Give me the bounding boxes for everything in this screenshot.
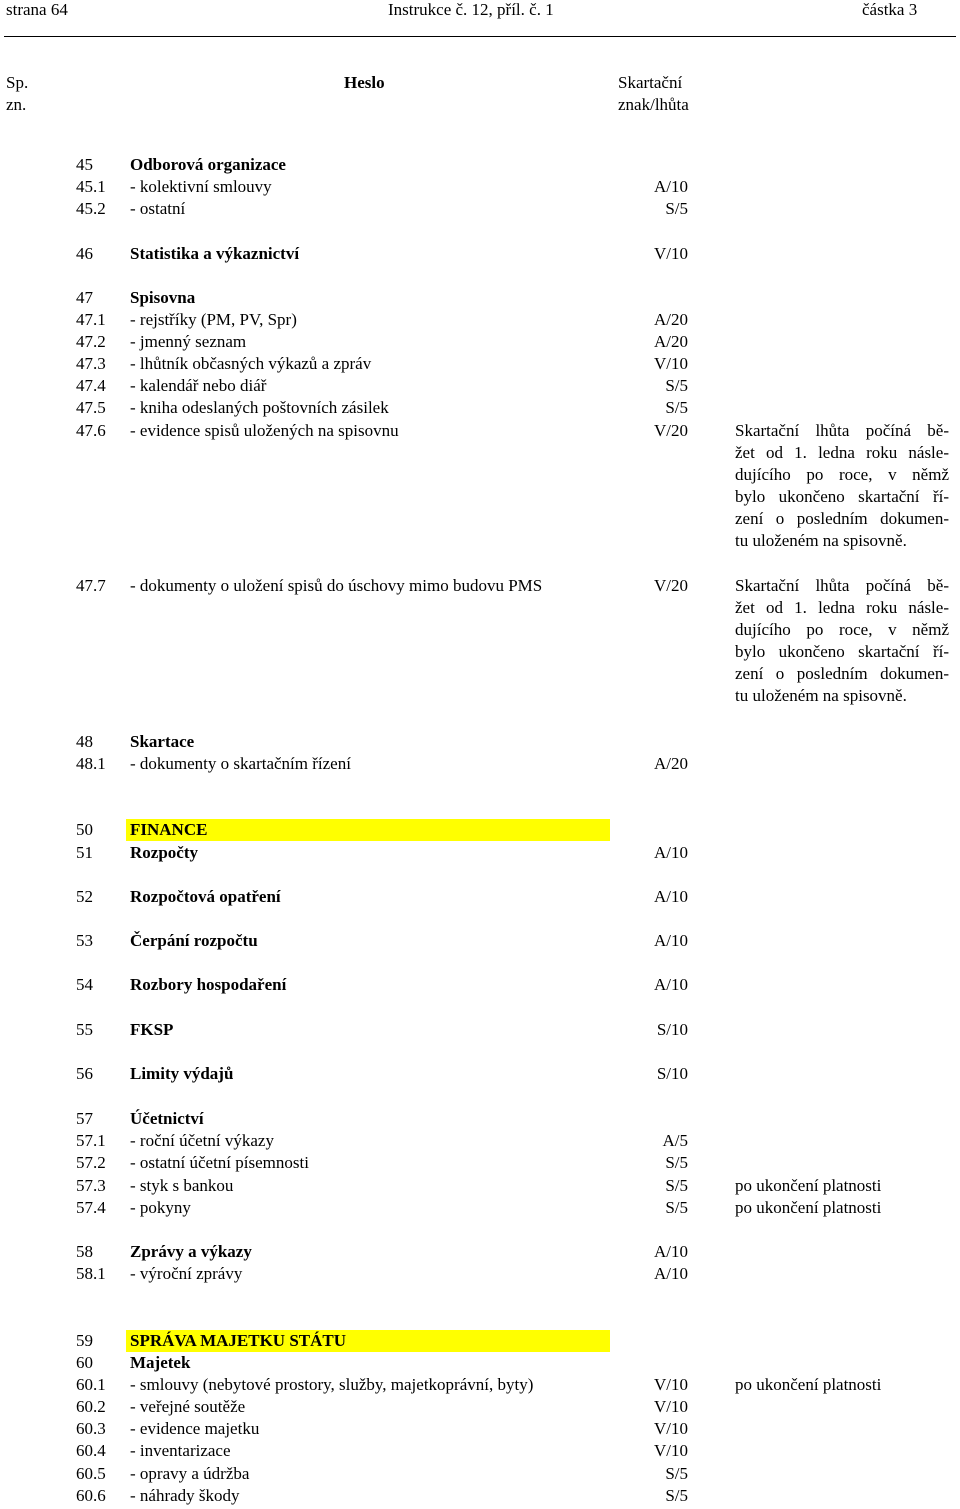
- entry-title: FKSP: [130, 1020, 174, 1039]
- retention-code: S/5: [665, 1176, 688, 1195]
- retention-code: A/20: [654, 332, 688, 351]
- retention-code: S/5: [665, 398, 688, 417]
- retention-code: S/5: [665, 199, 688, 218]
- table-row: [0, 1263, 960, 1285]
- entry-title: - kalendář nebo diář: [130, 376, 267, 395]
- retention-code: A/10: [654, 931, 688, 950]
- retention-code: A/10: [654, 975, 688, 994]
- table-row: [0, 1396, 960, 1418]
- entry-title: Účetnictví: [130, 1109, 204, 1128]
- note-line: zení o posledním dokumen-: [735, 664, 949, 683]
- entry-title: Odborová organizace: [130, 155, 286, 174]
- entry-title: Zprávy a výkazy: [130, 1242, 252, 1261]
- entry-title: - ostatní: [130, 199, 186, 218]
- retention-code: S/5: [665, 1198, 688, 1217]
- entry-title: - styk s bankou: [130, 1176, 234, 1195]
- table-row: [0, 819, 960, 841]
- retention-code: S/10: [656, 1020, 688, 1039]
- file-number: 47.2: [76, 332, 106, 351]
- file-number: 60.3: [76, 1419, 106, 1438]
- entry-note: po ukončení platnosti: [735, 1176, 882, 1195]
- entry-title: - dokumenty o skartačním řízení: [130, 754, 351, 773]
- file-number: 59: [76, 1331, 93, 1350]
- retention-code: A/5: [662, 1131, 688, 1150]
- column-header-number-line2: zn.: [6, 95, 27, 114]
- file-number: 57.4: [76, 1198, 106, 1217]
- file-number: 47: [76, 288, 93, 307]
- retention-code: A/10: [654, 1264, 688, 1283]
- table-row: [0, 375, 960, 397]
- column-header-code: [618, 72, 689, 116]
- table-row: [0, 1130, 960, 1152]
- table-row: [0, 1197, 960, 1219]
- entry-title: - lhůtník občasných výkazů a zpráv: [130, 354, 372, 373]
- note-line: dujícího po roce, v němž: [735, 620, 949, 639]
- table-row: [0, 886, 960, 908]
- entry-title: - náhrady škody: [130, 1486, 240, 1505]
- file-number: 57.1: [76, 1131, 106, 1150]
- file-number: 55: [76, 1020, 93, 1039]
- retention-note: [735, 575, 949, 707]
- table-row: [0, 353, 960, 375]
- table-row: [0, 154, 960, 176]
- entry-title: Limity výdajů: [130, 1064, 234, 1083]
- note-line: Skartační lhůta počíná bě-: [735, 421, 949, 440]
- entry-title: - rejstříky (PM, PV, Spr): [130, 310, 297, 329]
- entry-title: Spisovna: [130, 288, 196, 307]
- entry-title: Majetek: [130, 1353, 191, 1372]
- file-number: 54: [76, 975, 93, 994]
- file-number: 46: [76, 244, 93, 263]
- table-row: [0, 1440, 960, 1462]
- file-number: 60.2: [76, 1397, 106, 1416]
- retention-code: A/10: [654, 1242, 688, 1261]
- file-number: 47.1: [76, 310, 106, 329]
- file-number: 47.5: [76, 398, 106, 417]
- entry-title: Skartace: [130, 732, 195, 751]
- retention-code: A/20: [654, 310, 688, 329]
- file-number: 51: [76, 843, 93, 862]
- file-number: 48: [76, 732, 93, 751]
- table-row: [0, 1418, 960, 1440]
- retention-code: A/10: [654, 843, 688, 862]
- entry-title: SPRÁVA MAJETKU STÁTU: [130, 1331, 347, 1350]
- file-number: 56: [76, 1064, 93, 1083]
- file-number: 57.2: [76, 1153, 106, 1172]
- retention-code: S/5: [665, 376, 688, 395]
- column-header-title: Heslo: [344, 73, 385, 92]
- file-number: 45: [76, 155, 93, 174]
- file-number: 48.1: [76, 754, 106, 773]
- issue-number: částka 3: [862, 0, 918, 19]
- entry-title: Statistika a výkaznictví: [130, 244, 300, 263]
- table-row: [0, 198, 960, 220]
- document-reference: Instrukce č. 12, příl. č. 1: [388, 0, 554, 19]
- note-line: tu uloženém na spisovně.: [735, 531, 907, 550]
- entry-title: - opravy a údržba: [130, 1464, 250, 1483]
- column-header-code-line1: Skartační: [618, 73, 683, 92]
- note-line: žet od 1. ledna roku násle-: [735, 443, 949, 462]
- note-line: Skartační lhůta počíná bě-: [735, 576, 949, 595]
- entry-title: Rozbory hospodaření: [130, 975, 287, 994]
- entry-note: po ukončení platnosti: [735, 1375, 882, 1394]
- file-number: 60.5: [76, 1464, 106, 1483]
- table-row: [0, 1463, 960, 1485]
- table-row: [0, 1019, 960, 1041]
- retention-code: A/10: [654, 177, 688, 196]
- table-row: [0, 1352, 960, 1374]
- file-number: 58.1: [76, 1264, 106, 1283]
- file-number: 50: [76, 820, 93, 839]
- retention-code: V/10: [654, 1419, 688, 1438]
- retention-code: S/5: [665, 1153, 688, 1172]
- table-row: [0, 1175, 960, 1197]
- table-row: [0, 243, 960, 265]
- retention-code: S/5: [665, 1486, 688, 1505]
- entry-title: - evidence spisů uložených na spisovnu: [130, 421, 399, 440]
- file-number: 47.4: [76, 376, 106, 395]
- note-line: bylo ukončeno skartační ří-: [735, 642, 949, 661]
- entry-title: - jmenný seznam: [130, 332, 247, 351]
- file-number: 60: [76, 1353, 93, 1372]
- table-row: [0, 1330, 960, 1352]
- entry-title: - evidence majetku: [130, 1419, 260, 1438]
- note-line: tu uloženém na spisovně.: [735, 686, 907, 705]
- entry-title: - kolektivní smlouvy: [130, 177, 272, 196]
- file-number: 57.3: [76, 1176, 106, 1195]
- table-row: [0, 842, 960, 864]
- file-number: 45.1: [76, 177, 106, 196]
- table-row: [0, 731, 960, 753]
- note-line: bylo ukončeno skartační ří-: [735, 487, 949, 506]
- file-number: 60.6: [76, 1486, 106, 1505]
- table-row: [0, 753, 960, 775]
- file-number: 53: [76, 931, 93, 950]
- table-row: [0, 1108, 960, 1130]
- entry-title: Rozpočty: [130, 843, 198, 862]
- table-row: [0, 176, 960, 198]
- entry-title: - ostatní účetní písemnosti: [130, 1153, 309, 1172]
- table-row: [0, 331, 960, 353]
- entry-title: - inventarizace: [130, 1441, 231, 1460]
- entry-title: - výroční zprávy: [130, 1264, 243, 1283]
- table-row: [0, 309, 960, 331]
- file-number: 52: [76, 887, 93, 906]
- file-number: 47.7: [76, 576, 106, 595]
- table-row: [0, 1241, 960, 1263]
- column-header-number-line1: Sp.: [6, 73, 29, 92]
- retention-code: A/10: [654, 887, 688, 906]
- entry-title: - roční účetní výkazy: [130, 1131, 274, 1150]
- entry-title: - kniha odeslaných poštovních zásilek: [130, 398, 389, 417]
- file-number: 60.1: [76, 1375, 106, 1394]
- retention-code: S/5: [665, 1464, 688, 1483]
- table-row: [0, 930, 960, 952]
- retention-code: V/10: [654, 1375, 688, 1394]
- entry-note: po ukončení platnosti: [735, 1198, 882, 1217]
- note-line: žet od 1. ledna roku násle-: [735, 598, 949, 617]
- table-row: [0, 287, 960, 309]
- entry-title: - dokumenty o uložení spisů do úschovy mimo budovu PMS: [130, 576, 543, 595]
- entry-title: - pokyny: [130, 1198, 191, 1217]
- table-row: [0, 397, 960, 419]
- header-divider: [4, 36, 956, 37]
- entry-title: - veřejné soutěže: [130, 1397, 246, 1416]
- retention-code: V/10: [654, 1441, 688, 1460]
- note-line: dujícího po roce, v němž: [735, 465, 949, 484]
- entry-title: FINANCE: [130, 820, 208, 839]
- table-row: [0, 1374, 960, 1396]
- retention-code: V/10: [654, 1397, 688, 1416]
- column-header-number: [6, 72, 28, 116]
- page-header: [0, 0, 960, 36]
- column-header-code-line2: znak/lhůta: [618, 95, 689, 114]
- table-row: [0, 1063, 960, 1085]
- retention-code: S/10: [656, 1064, 688, 1083]
- page-number: strana 64: [6, 0, 68, 19]
- file-number: 57: [76, 1109, 93, 1128]
- table-row: [0, 1485, 960, 1507]
- retention-code: V/10: [654, 244, 688, 263]
- file-number: 60.4: [76, 1441, 106, 1460]
- file-number: 58: [76, 1242, 93, 1261]
- entry-title: Rozpočtová opatření: [130, 887, 281, 906]
- file-number: 47.6: [76, 421, 106, 440]
- note-line: zení o posledním dokumen-: [735, 509, 949, 528]
- file-number: 47.3: [76, 354, 106, 373]
- entry-title: - smlouvy (nebytové prostory, služby, majetkoprávní, byty): [130, 1375, 534, 1394]
- retention-code: V/20: [654, 421, 688, 440]
- table-row: [0, 1152, 960, 1174]
- table-row: [0, 974, 960, 996]
- retention-code: V/20: [654, 576, 688, 595]
- entry-title: Čerpání rozpočtu: [130, 931, 258, 950]
- retention-code: A/20: [654, 754, 688, 773]
- file-number: 45.2: [76, 199, 106, 218]
- retention-code: V/10: [654, 354, 688, 373]
- retention-note: [735, 420, 949, 552]
